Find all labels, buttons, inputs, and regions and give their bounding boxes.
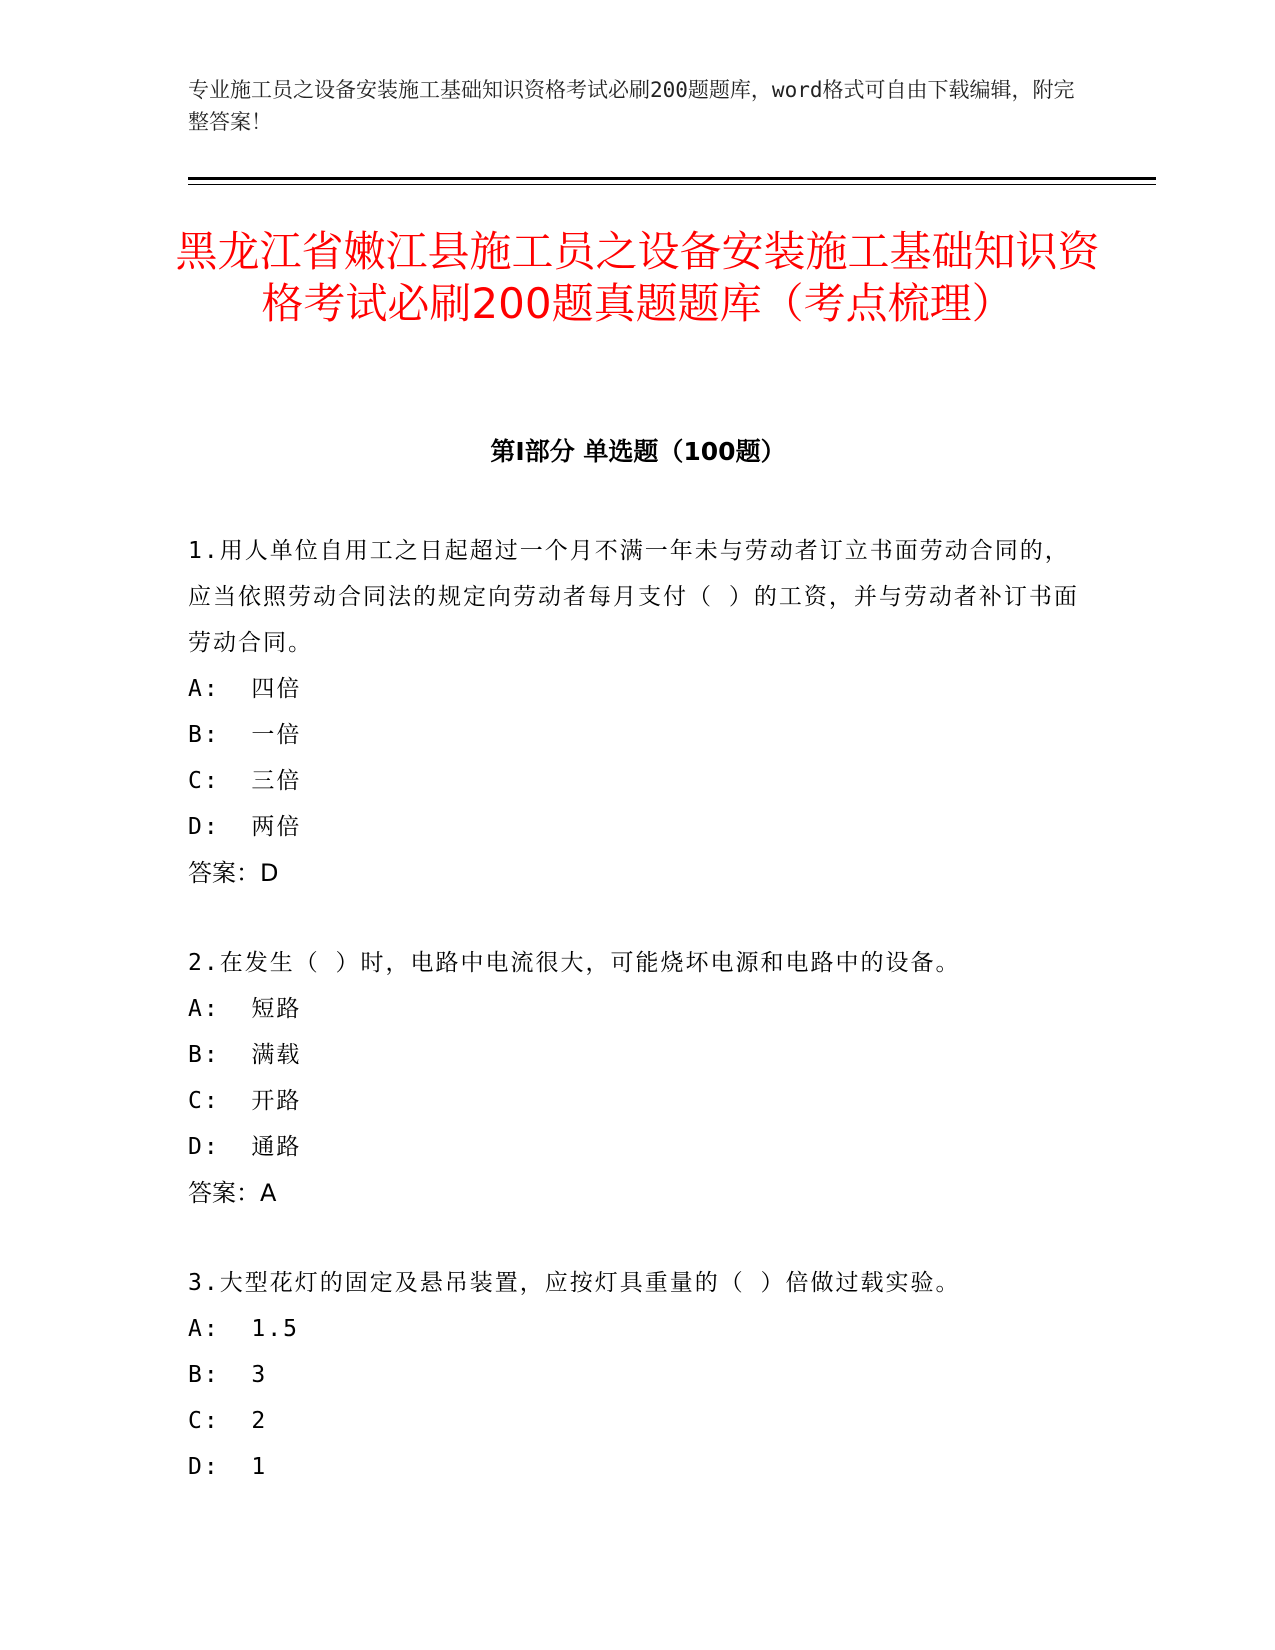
question-list bbox=[188, 528, 1088, 1534]
option-label: D bbox=[188, 1134, 204, 1160]
option-label: B bbox=[188, 722, 204, 748]
option-label: B bbox=[188, 1362, 204, 1388]
question-text: 3.大型花灯的固定及悬吊装置，应按灯具重量的（ ）倍做过载实验。 bbox=[188, 1270, 961, 1296]
option-a: A: 1.5 bbox=[188, 1316, 299, 1342]
option-b: B: 3 bbox=[188, 1362, 268, 1388]
section-title: 第Ⅰ部分 单选题（100题） bbox=[490, 437, 786, 466]
option-text: 1 bbox=[251, 1454, 268, 1480]
option-d: D: 通路 bbox=[188, 1134, 302, 1160]
header-note: 专业施工员之设备安装施工基础知识资格考试必刷200题题库，word格式可自由下载编辑，附完整答案！ bbox=[188, 78, 1075, 134]
question-text: 1.用人单位自用工之日起超过一个月不满一年未与劳动者订立书面劳动合同的，应当依照劳动合同法的规定向劳动者每月支付（ ）的工资，并与劳动者补订书面劳动合同。 bbox=[188, 538, 1079, 656]
option-c: C: 三倍 bbox=[188, 768, 302, 794]
option-label: B bbox=[188, 1042, 204, 1068]
option-text: 满载 bbox=[251, 1042, 302, 1068]
option-text: 三倍 bbox=[251, 768, 302, 794]
header-rule-thin bbox=[188, 184, 1156, 185]
option-label: C bbox=[188, 768, 204, 794]
question-2 bbox=[188, 940, 1088, 1216]
option-label: A bbox=[188, 996, 204, 1022]
option-text: 3 bbox=[251, 1362, 268, 1388]
option-text: 通路 bbox=[251, 1134, 302, 1160]
option-label: C bbox=[188, 1088, 204, 1114]
option-text: 2 bbox=[251, 1408, 268, 1434]
answer: 答案：D bbox=[188, 859, 279, 887]
option-c: C: 开路 bbox=[188, 1088, 302, 1114]
option-d: D: 两倍 bbox=[188, 814, 302, 840]
option-label: A bbox=[188, 676, 204, 702]
question-text: 2.在发生（ ）时，电路中电流很大，可能烧坏电源和电路中的设备。 bbox=[188, 950, 961, 976]
option-a: A: 四倍 bbox=[188, 676, 302, 702]
option-text: 开路 bbox=[251, 1088, 302, 1114]
option-label: C bbox=[188, 1408, 204, 1434]
option-label: D bbox=[188, 1454, 204, 1480]
option-text: 短路 bbox=[251, 996, 302, 1022]
question-1 bbox=[188, 528, 1088, 896]
option-text: 1.5 bbox=[251, 1316, 299, 1342]
header-rule-thick bbox=[188, 177, 1156, 180]
option-d: D: 1 bbox=[188, 1454, 268, 1480]
option-b: B: 满载 bbox=[188, 1042, 302, 1068]
option-label: A bbox=[188, 1316, 204, 1342]
answer: 答案：A bbox=[188, 1179, 277, 1207]
document-title: 黑龙江省嫩江县施工员之设备安装施工基础知识资格考试必刷200题真题题库（考点梳理） bbox=[175, 227, 1100, 328]
option-text: 一倍 bbox=[251, 722, 302, 748]
option-text: 两倍 bbox=[251, 814, 302, 840]
option-a: A: 短路 bbox=[188, 996, 302, 1022]
question-3 bbox=[188, 1260, 1088, 1490]
option-b: B: 一倍 bbox=[188, 722, 302, 748]
option-text: 四倍 bbox=[251, 676, 302, 702]
option-c: C: 2 bbox=[188, 1408, 268, 1434]
option-label: D bbox=[188, 814, 204, 840]
